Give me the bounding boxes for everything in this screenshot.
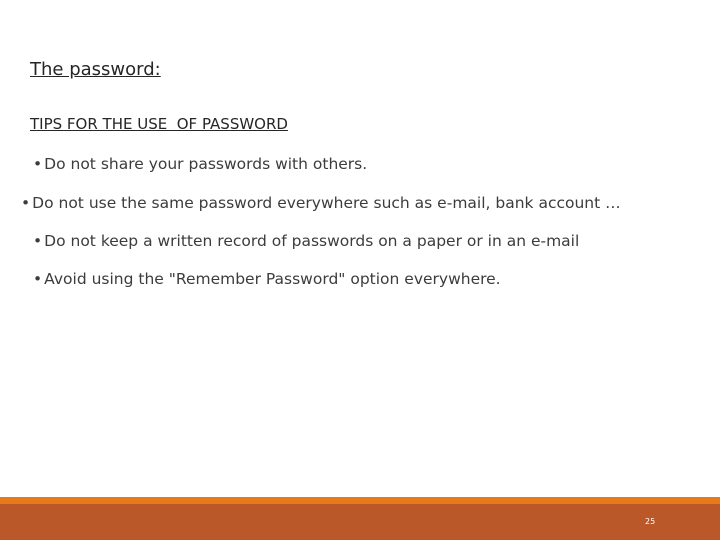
tip-item: [33, 155, 367, 173]
bullet-icon: •: [33, 232, 43, 250]
tip-item: [21, 194, 621, 212]
footer-accent-line: [0, 497, 720, 504]
slide-title: The password:: [30, 59, 161, 80]
tip-text: Do not share your passwords with others.: [44, 155, 368, 173]
tip-text: Avoid using the "Remember Password" option everywhere.: [44, 270, 501, 288]
slide-subtitle: TIPS FOR THE USE OF PASSWORD: [30, 115, 288, 133]
footer-bar: [0, 504, 720, 540]
tip-text: Do not keep a written record of passwords on a paper or in an e-mail: [44, 232, 580, 250]
tip-item: [33, 270, 501, 288]
tip-text: Do not use the same password everywhere such as e-mail, bank account …: [32, 194, 621, 212]
page-number: 25: [645, 517, 656, 526]
tip-item: [33, 232, 579, 250]
bullet-icon: •: [33, 270, 43, 288]
bullet-icon: •: [21, 194, 31, 212]
bullet-icon: •: [33, 155, 43, 173]
